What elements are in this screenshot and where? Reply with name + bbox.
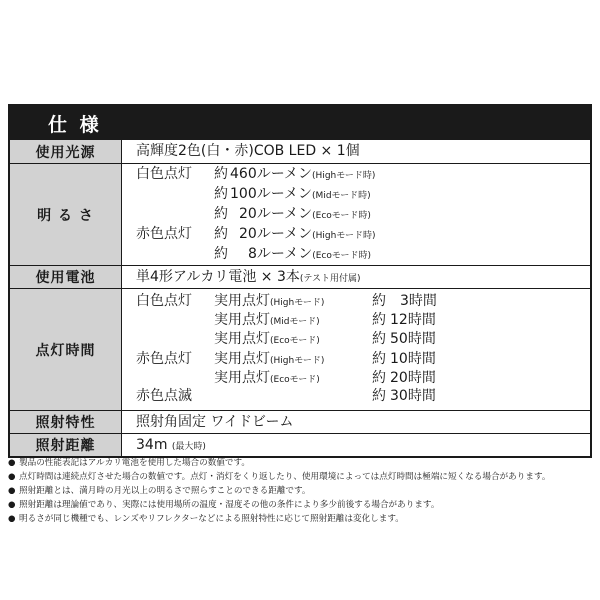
brightness-line: 約 xyxy=(214,206,228,222)
runtime-value: 12時間 xyxy=(390,312,436,328)
runtime-pre: 約 xyxy=(372,312,386,328)
runtime-white-name: 白色点灯 xyxy=(136,293,192,309)
note-item: ● 製品の性能表記はアルカリ電池を使用した場合の数値です。 xyxy=(8,458,251,468)
label-brightness: 明 る さ xyxy=(10,164,122,265)
runtime-value: 20時間 xyxy=(390,370,436,386)
brightness-line: 約 xyxy=(214,226,228,242)
runtime-value: 50時間 xyxy=(390,331,436,347)
bullet-icon: ● xyxy=(8,514,16,524)
runtime-mode: 実用点灯(Ecoモード) xyxy=(214,331,320,347)
runtime-mode: 実用点灯(Highモード) xyxy=(214,351,325,367)
bullet-icon: ● xyxy=(8,458,16,468)
spec-title: 仕 様 xyxy=(48,114,102,136)
brightness-line: 約 xyxy=(214,186,228,202)
notes xyxy=(8,456,594,526)
brightness-red-name: 赤色点灯 xyxy=(136,226,192,242)
runtime-pre: 約 xyxy=(372,331,386,347)
bullet-icon: ● xyxy=(8,500,16,510)
brightness-white-name: 白色点灯 xyxy=(136,166,192,182)
runtime-pre: 約 xyxy=(372,388,386,404)
runtime-value: 30時間 xyxy=(390,388,436,404)
spec-table xyxy=(8,104,592,458)
bullet-icon: ● xyxy=(8,486,16,496)
note-item: ● 照射距離は理論値であり、実際には使用場所の温度・湿度その他の条件により多少前後する場合があります。 xyxy=(8,500,440,510)
label-runtime: 点灯時間 xyxy=(10,289,122,410)
runtime-pre: 約 xyxy=(372,370,386,386)
runtime-pre: 約 xyxy=(372,293,386,309)
label-distance: 照射距離 xyxy=(10,434,122,456)
runtime-mode: 実用点灯(Highモード) xyxy=(214,293,325,309)
runtime-value: 3時間 xyxy=(400,293,437,309)
row-brightness: 明 る さ 白色点灯 赤色点灯 約 460ルーメン(Highモード時) 約 100ルーメン(Midモード時) 約 20ルーメン(Ecoモード時) 約 20ルーメン(Highモード時) 約 8ルーメン(Ecoモード時) xyxy=(10,163,590,265)
row-light-source xyxy=(10,139,590,163)
value-battery: 単4形アルカリ電池 × 3本(テスト用付属) xyxy=(136,269,361,285)
note-item: ● 明るさが同じ機種でも、レンズやリフレクターなどによる照射特性に応じて照射距離は変化します。 xyxy=(8,514,404,524)
brightness-line: 約 xyxy=(214,166,228,182)
label-battery: 使用電池 xyxy=(10,266,122,288)
runtime-mode: 実用点灯(Ecoモード) xyxy=(214,370,320,386)
runtime-value: 10時間 xyxy=(390,351,436,367)
note-item: ● 照射距離とは、満月時の月光以上の明るさで照らすことのできる距離です。 xyxy=(8,486,311,496)
row-beam xyxy=(10,410,590,433)
label-light-source: 使用光源 xyxy=(10,140,122,163)
value-light-source: 高輝度2色(白・赤)COB LED × 1個 xyxy=(136,143,360,159)
label-beam: 照射特性 xyxy=(10,411,122,433)
row-distance xyxy=(10,433,590,456)
note-item: ● 点灯時間は連続点灯させた場合の数値です。点灯・消灯をくり返したり、使用環境によっては点灯時間は極端に短くなる場合があります。 xyxy=(8,472,551,482)
spec-header xyxy=(10,106,590,139)
row-battery xyxy=(10,265,590,288)
value-beam: 照射角固定 ワイドビーム xyxy=(136,414,294,430)
value-distance: 34m (最大時) xyxy=(136,437,206,453)
row-runtime xyxy=(10,288,590,410)
brightness-line: 約 xyxy=(214,246,228,262)
runtime-red-name: 赤色点灯 xyxy=(136,351,192,367)
runtime-mode: 実用点灯(Midモード) xyxy=(214,312,320,328)
runtime-pre: 約 xyxy=(372,351,386,367)
runtime-blink-name: 赤色点滅 xyxy=(136,388,192,404)
bullet-icon: ● xyxy=(8,472,16,482)
